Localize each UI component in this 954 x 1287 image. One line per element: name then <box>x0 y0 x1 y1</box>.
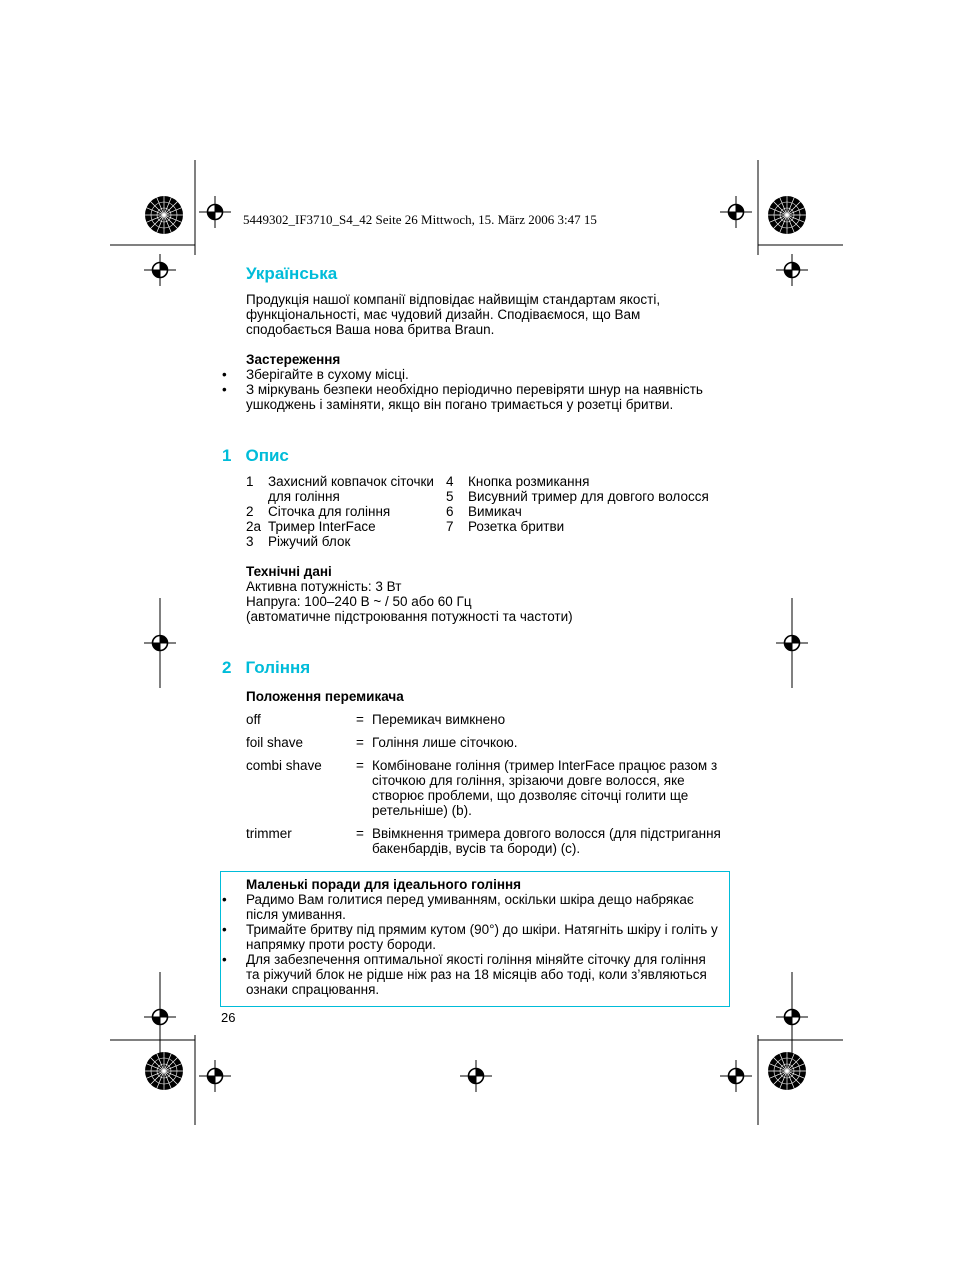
part-item <box>446 489 746 504</box>
technical-data <box>246 564 573 624</box>
switch-eq: = <box>356 758 364 773</box>
section-title: Опис <box>245 446 289 465</box>
switch-key: off <box>246 712 261 727</box>
intro-paragraph <box>246 292 660 337</box>
part-item <box>246 534 442 549</box>
caution-item: • Зберігайте в сухому місці. <box>246 367 736 382</box>
parts-list-left <box>246 474 442 549</box>
part-number: 4 <box>446 474 454 489</box>
switch-key: combi shave <box>246 758 322 773</box>
section-number: 2 <box>222 658 232 677</box>
switch-eq: = <box>356 712 364 727</box>
switch-key: trimmer <box>246 826 292 841</box>
switch-row <box>246 735 732 750</box>
print-header: 5449302_IF3710_S4_42 Seite 26 Mittwoch, 15. März 2006 3:47 15 <box>243 212 597 227</box>
part-label: Захисний ковпачок сіточки для гоління <box>268 474 434 504</box>
intro-line: функціональності, має чудовий дизайн. Сподіваємося, що Вам <box>246 307 641 322</box>
switch-positions <box>246 712 732 856</box>
switch-desc: Ввімкнення тримера довгого волосся (для підстригання бакенбардів, вусів та бороди) (c). <box>372 826 721 856</box>
tip-item: • Для забезпечення оптимальної якості гоління міняйте сіточку для гоління та ріжучий блок не рідше ніж раз на 18 місяців або тоді, коли з’являються ознаки спрацювання. <box>246 952 722 997</box>
tips-content <box>246 877 722 997</box>
caution-heading: Застереження <box>246 352 341 367</box>
tech-line: (автоматичне підстроювання потужності та частоти) <box>246 609 573 624</box>
part-item <box>246 474 442 504</box>
part-label: Висувний тример для довгого волосся <box>468 489 709 504</box>
switch-key: foil shave <box>246 735 304 750</box>
part-label: Сіточка для гоління <box>268 504 391 519</box>
part-number: 7 <box>446 519 454 534</box>
tech-line: Напруга: 100–240 В ~ / 50 або 60 Гц <box>246 594 472 609</box>
part-item <box>446 474 746 489</box>
section-title: Гоління <box>245 658 311 677</box>
page-title: Українська <box>246 264 338 283</box>
part-number: 5 <box>446 489 454 504</box>
tip-item: • Тримайте бритву під прямим кутом (90°) до шкіри. Натягніть шкіру і голіть у напрямку проти росту бороди. <box>246 922 722 952</box>
switch-heading: Положення перемикача <box>246 689 404 704</box>
part-number: 2a <box>246 519 262 534</box>
tip-item: • Радимо Вам голитися перед умиванням, оскільки шкіра дещо набрякає після умивання. <box>246 892 722 922</box>
tech-heading: Технічні дані <box>246 564 332 579</box>
part-label: Розетка бритви <box>468 519 565 534</box>
part-number: 1 <box>246 474 254 489</box>
page-number: 26 <box>221 1010 236 1025</box>
switch-desc: Гоління лише сіточкою. <box>372 735 518 750</box>
part-number: 2 <box>246 504 254 519</box>
switch-row <box>246 758 732 818</box>
part-number: 3 <box>246 534 254 549</box>
part-item <box>446 504 746 519</box>
part-item <box>246 504 442 519</box>
switch-eq: = <box>356 826 364 841</box>
part-label: Вимикач <box>468 504 522 519</box>
section-1-heading <box>222 446 289 466</box>
part-label: Тример InterFace <box>268 519 376 534</box>
switch-desc: Перемикач вимкнено <box>372 712 506 727</box>
switch-desc: Комбіноване гоління (тример InterFace працює разом з сіточкою для гоління, зрізаючи довге волосся, яке створює проблеми, що дозволяє сіточці голити ще ретельніше) (b). <box>372 758 718 818</box>
switch-row <box>246 826 732 856</box>
part-item <box>246 519 442 534</box>
caution-block <box>246 352 736 412</box>
part-label: Ріжучий блок <box>268 534 351 549</box>
intro-line: сподобається Ваша нова бритва Braun. <box>246 322 495 337</box>
intro-line: Продукція нашої компанії відповідає найвищім стандартам якості, <box>246 292 661 307</box>
parts-list-right <box>446 474 746 534</box>
part-item <box>446 519 746 534</box>
section-number: 1 <box>222 446 232 465</box>
switch-row <box>246 712 732 727</box>
tech-line: Активна потужність: 3 Вт <box>246 579 402 594</box>
part-number: 6 <box>446 504 454 519</box>
section-2-heading <box>222 658 310 678</box>
switch-eq: = <box>356 735 364 750</box>
caution-item: • З міркувань безпеки необхідно періодично перевіряти шнур на наявність ушкоджень і заміняти, якщо він погано тримається у розетці бритви. <box>246 382 736 412</box>
part-label: Кнопка розмикання <box>468 474 590 489</box>
tips-heading: Маленькі поради для ідеального гоління <box>246 877 522 892</box>
